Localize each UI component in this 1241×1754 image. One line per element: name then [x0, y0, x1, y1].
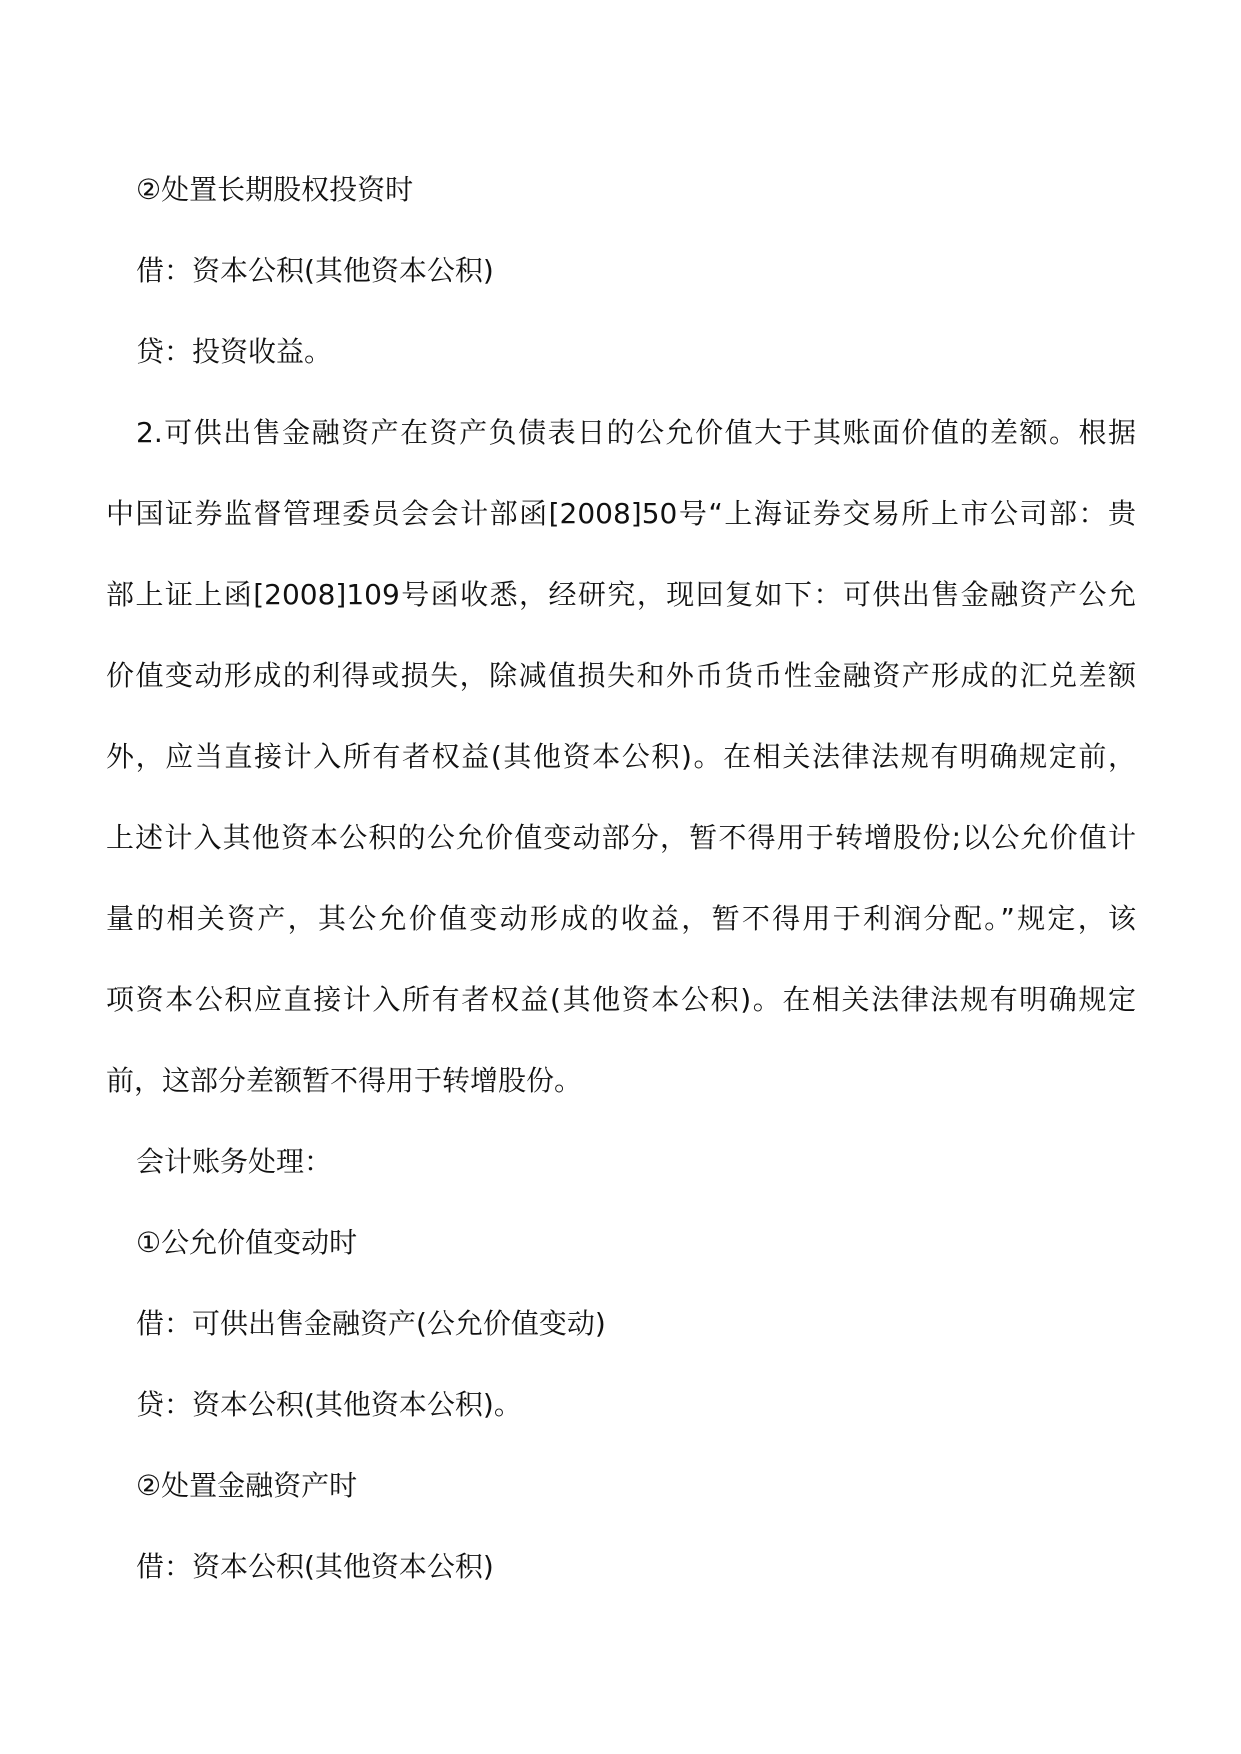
text-line: 借：可供出售金融资产(公允价值变动): [136, 1307, 606, 1340]
text-line: ②处置金融资产时: [136, 1469, 358, 1502]
text-line: ②处置长期股权投资时: [136, 173, 414, 206]
text-line: 上述计入其他资本公积的公允价值变动部分，暂不得用于转增股份;以公允价值计: [106, 821, 1136, 854]
text-line: ①公允价值变动时: [136, 1226, 358, 1259]
text-line: 借：资本公积(其他资本公积): [136, 1550, 494, 1583]
text-line: 部上证上函[2008]109号函收悉，经研究，现回复如下：可供出售金融资产公允: [106, 578, 1136, 611]
text-line: 2.可供出售金融资产在资产负债表日的公允价值大于其账面价值的差额。根据: [136, 416, 1136, 449]
text-line: 外，应当直接计入所有者权益(其他资本公积)。在相关法律法规有明确规定前，: [106, 740, 1136, 773]
text-line: 借：资本公积(其他资本公积): [136, 254, 494, 287]
text-line: 项资本公积应直接计入所有者权益(其他资本公积)。在相关法律法规有明确规定: [106, 983, 1136, 1016]
text-line: 贷：资本公积(其他资本公积)。: [136, 1388, 522, 1421]
text-line: 会计账务处理：: [136, 1145, 333, 1178]
text-line: 前，这部分差额暂不得用于转增股份。: [106, 1064, 583, 1097]
text-line: 中国证券监督管理委员会会计部函[2008]50号“上海证券交易所上市公司部：贵: [106, 497, 1136, 530]
text-line: 价值变动形成的利得或损失，除减值损失和外币货币性金融资产形成的汇兑差额: [106, 659, 1136, 692]
text-line: 量的相关资产，其公允价值变动形成的收益，暂不得用于利润分配。”规定，该: [106, 902, 1136, 935]
text-line: 贷：投资收益。: [136, 335, 333, 368]
